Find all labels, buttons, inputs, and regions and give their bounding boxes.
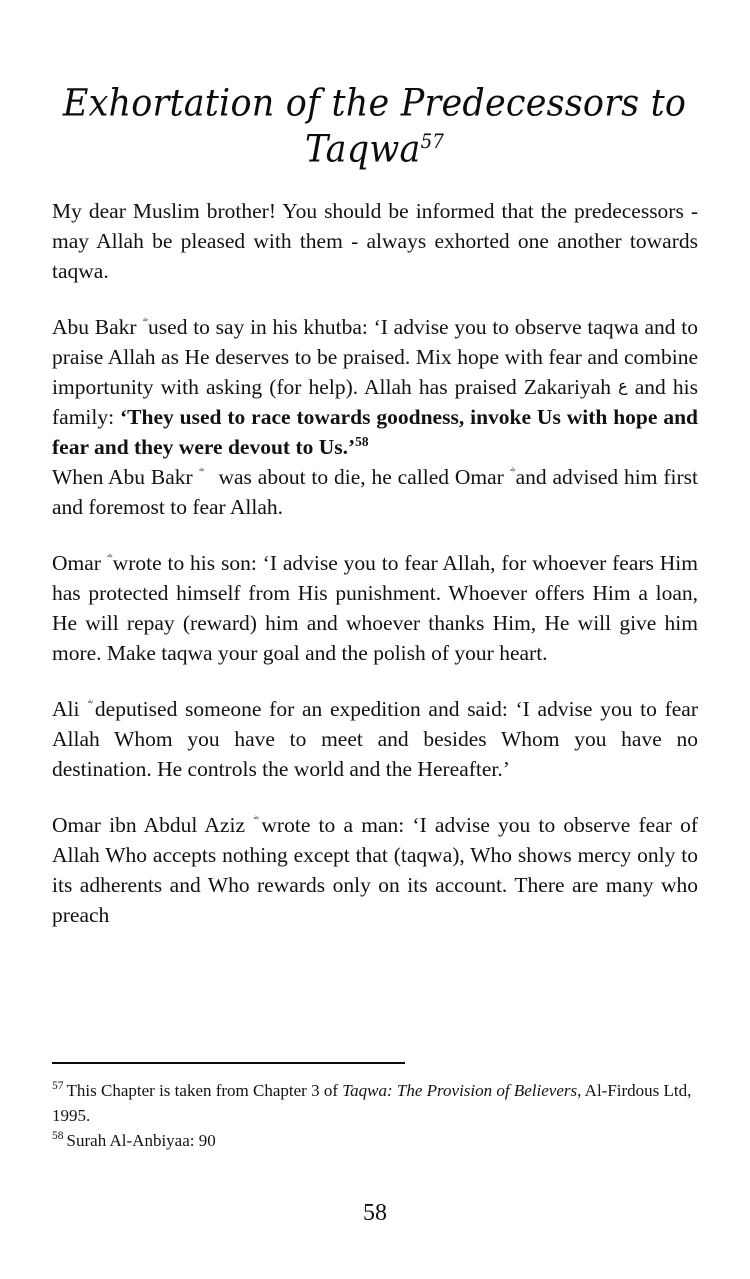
page-title bbox=[52, 81, 697, 173]
footnote-marker-58-inline: 58 bbox=[355, 433, 369, 449]
abu-bakr-death-text-mid: was about to die, he called Omar bbox=[212, 465, 504, 489]
footnote-57-text-before: This Chapter is taken from Chapter 3 of bbox=[66, 1081, 343, 1100]
footnote-marker-57: 57 bbox=[52, 1079, 64, 1093]
page-number: 58 bbox=[363, 1200, 387, 1226]
page-title-line-2 bbox=[52, 126, 697, 175]
footnote-57-text-after: , Al-Firdous Ltd, 1995. bbox=[52, 1081, 692, 1125]
paragraph-abu-bakr-khutba bbox=[52, 312, 698, 462]
body-text-column bbox=[52, 196, 698, 930]
abu-bakr-death-text-end: and advised him first and foremost to fear Allah. bbox=[52, 465, 699, 519]
paragraph-abu-bakr-death bbox=[52, 462, 698, 522]
footnote-57-book-title: Taqwa: The Provision of Believers bbox=[342, 1081, 578, 1100]
paragraph-omar-letter bbox=[52, 548, 698, 668]
footnote-entry-58 bbox=[52, 1128, 698, 1153]
omar-ibn-abdul-aziz-lead: Omar ibn Abdul Aziz bbox=[52, 813, 245, 837]
ali-lead: Ali bbox=[52, 697, 80, 721]
paragraph-intro-text: My dear Muslim brother! You should be informed that the predecessors - may Allah be pleased with them - always exhorted one another towards taqwa. bbox=[52, 199, 698, 283]
page-title-line-1: Exhortation of the Predecessors to bbox=[62, 83, 687, 126]
honorific-alayhis-salam-icon: ع bbox=[618, 376, 628, 396]
footnote-block bbox=[52, 1078, 698, 1153]
omar-ibn-abdul-aziz-text: wrote to a man: ‘I advise you to observe fear of Allah Who accepts nothing except that (taqwa), Who shows mercy only to its adherents and Who rewards only on its account. There are many who preach bbox=[52, 813, 699, 927]
page-title-footnote-marker: 57 bbox=[420, 131, 445, 154]
paragraph-omar-ibn-abdul-aziz bbox=[52, 810, 698, 930]
abu-bakr-text-after-honorific: and his family: bbox=[52, 375, 699, 429]
ali-text: deputised someone for an expedition and said: ‘I advise you to fear Allah Whom you have to meet and besides Whom you have no destination. He controls the world and the Hereafter.’ bbox=[52, 697, 698, 781]
footnote-separator-rule bbox=[52, 1062, 405, 1064]
abu-bakr-text-before-quote: used to say in his khutba: ‘I advise you to observe taqwa and to praise Allah as He deserves to be praised. Mix hope with fear and combine importunity with asking (for help). Allah has praised Zakariyah bbox=[52, 315, 698, 399]
paragraph-ali-expedition bbox=[52, 694, 698, 784]
page-title-line-2-text: Taqwa bbox=[304, 129, 421, 172]
footnote-marker-58: 58 bbox=[52, 1129, 64, 1143]
abu-bakr-lead: Abu Bakr bbox=[52, 315, 137, 339]
omar-lead: Omar bbox=[52, 551, 101, 575]
paragraph-intro bbox=[52, 196, 698, 286]
quranic-quote-bold: ‘They used to race towards goodness, invoke Us with hope and fear and they were devout to Us.’ bbox=[52, 405, 698, 459]
footnote-58-text: Surah Al-Anbiyaa: 90 bbox=[66, 1131, 216, 1150]
footnote-entry-57 bbox=[52, 1078, 698, 1128]
omar-text: wrote to his son: ‘I advise you to fear Allah, for whoever fears Him has protected himself from His punishment. Whoever offers Him a loan, He will repay (reward) him and whoever thanks Him, He will give him more. Make taqwa your goal and the polish of your heart. bbox=[52, 551, 698, 665]
abu-bakr-death-lead: When Abu Bakr bbox=[52, 465, 193, 489]
